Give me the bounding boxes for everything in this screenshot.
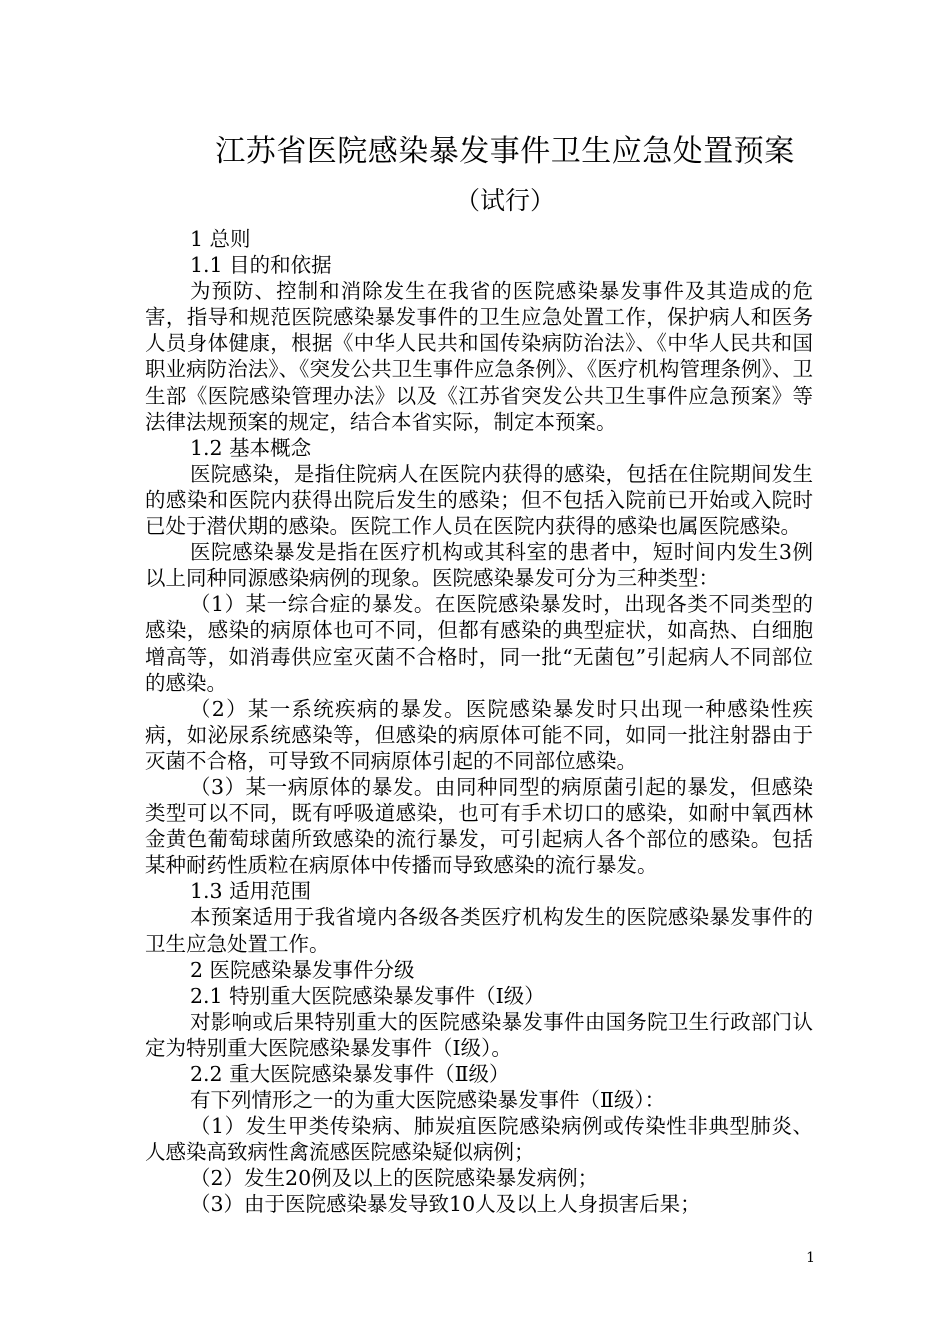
section-heading-1-2: 1.2 基本概念 [190,435,312,460]
section-heading-1-1: 1.1 目的和依据 [190,253,332,278]
list-item-level-2-2: （2）发生20例及以上的医院感染暴发病例； [190,1166,599,1191]
paragraph-outbreak-definition: 医院感染暴发是指在医疗机构或其科室的患者中，短时间内发生3例以上同种同源感染病例的现象。医院感染暴发可分为三种类型： [145,540,813,591]
section-heading-2-2: 2.2 重大医院感染暴发事件（Ⅱ级） [190,1062,510,1086]
list-item-type-3: （3）某一病原体的暴发。由同种同型的病原菌引起的暴发，但感染类型可以不同，既有呼吸道感染，也可有手术切口的感染，如耐中氧西林金黄色葡萄球菌所致感染的流行暴发，可引起病人各个部位的感染。包括某种耐药性质粒在病原体中传播而导致感染的流行暴发。 [145,774,813,878]
list-item-level-2-3: （3）由于医院感染暴发导致10人及以上人身损害后果； [190,1192,701,1217]
document-subtitle: （试行） [454,186,555,215]
section-heading-1: 1 总则 [190,227,251,251]
section-heading-2-1: 2.1 特别重大医院感染暴发事件（Ⅰ级） [190,983,545,1008]
section-heading-2: 2 医院感染暴发事件分级 [190,957,415,982]
list-item-type-2: （2）某一系统疾病的暴发。医院感染暴发时只出现一种感染性疾病，如泌尿系统感染等，但感染的病原体可能不同，如同一批注射器由于灭菌不合格，可导致不同病原体引起的不同部位感染。 [145,696,813,773]
paragraph-level-2-intro: 有下列情形之一的为重大医院感染暴发事件（Ⅱ级）： [190,1088,666,1113]
paragraph-definition: 医院感染，是指住院病人在医院内获得的感染，包括在住院期间发生的感染和医院内获得出院后发生的感染；但不包括入院前已开始或入院时已处于潜伏期的感染。医院工作人员在医院内获得的感染也属医院感染。 [145,461,813,539]
paragraph-purpose: 为预防、控制和消除发生在我省的医院感染暴发事件及其造成的危害，指导和规范医院感染暴发事件的卫生应急处置工作，保护病人和医务人员身体健康，根据《中华人民共和国传染病防治法》、《中华人民共和国职业病防治法》、《突发公共卫生事件应急条例》、《医疗机构管理条例》、卫生部《医院感染管理办法》以及《江苏省突发公共卫生事件应急预案》等法律法规预案的规定，结合本省实际，制定本预案。 [145,279,813,434]
list-item-type-1: （1）某一综合症的暴发。在医院感染暴发时，出现各类不同类型的感染，感染的病原体也可不同，但都有感染的典型症状，如高热、白细胞增高等，如消毒供应室灭菌不合格时，同一批“无菌包”引起病人不同部位的感染。 [145,592,813,695]
document-title: 江苏省医院感染暴发事件卫生应急处置预案 [215,134,795,169]
paragraph-level-1: 对影响或后果特别重大的医院感染暴发事件由国务院卫生行政部门认定为特别重大医院感染暴发事件（Ⅰ级）。 [145,1009,813,1060]
section-heading-1-3: 1.3 适用范围 [190,879,312,904]
document-body [145,226,813,1218]
paragraph-scope: 本预案适用于我省境内各级各类医疗机构发生的医院感染暴发事件的卫生应急处置工作。 [145,905,813,956]
list-item-level-2-1: （1）发生甲类传染病、肺炭疽医院感染病例或传染性非典型肺炎、人感染高致病性禽流感医院感染疑似病例； [145,1114,813,1165]
page-number: 1 [806,1250,815,1266]
